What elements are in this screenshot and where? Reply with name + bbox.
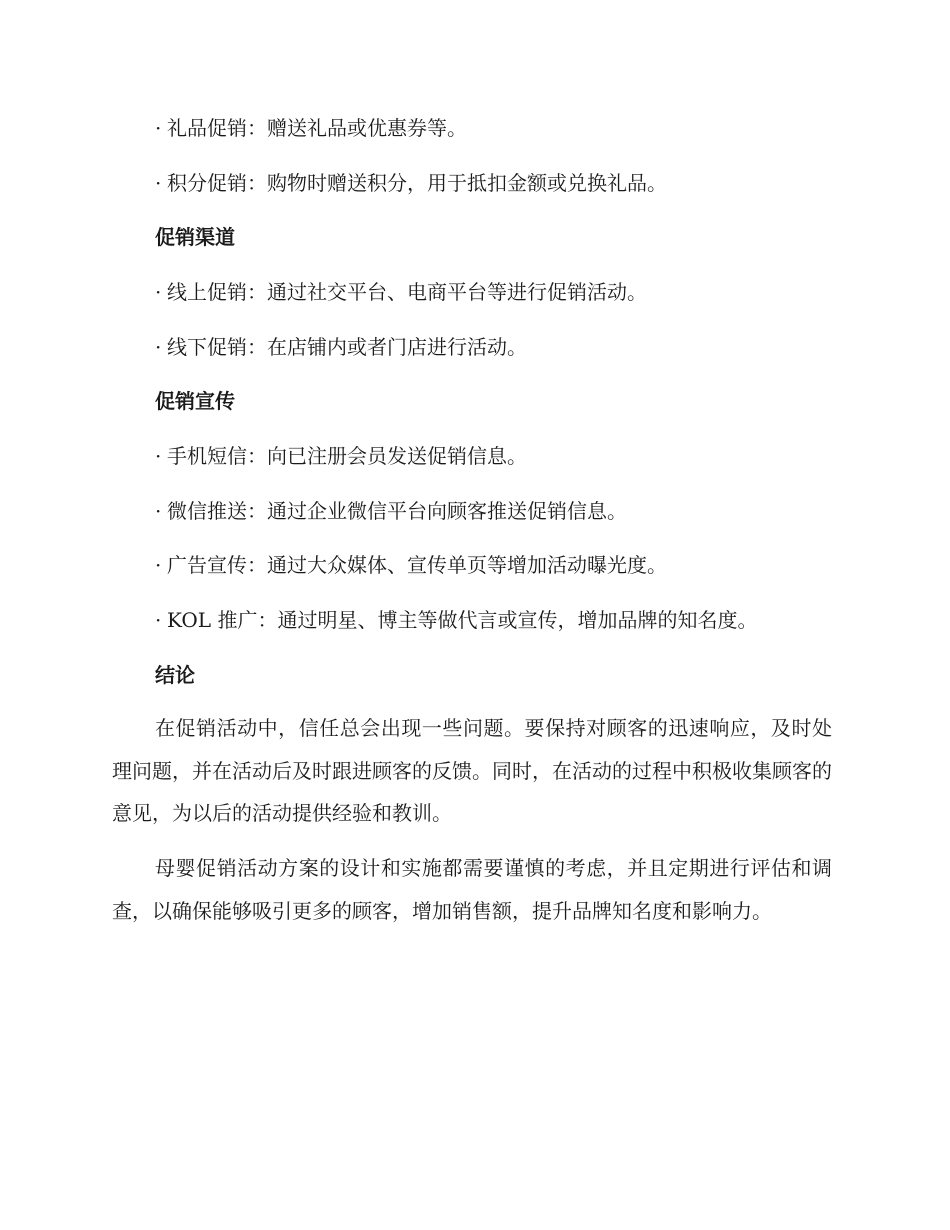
bullet-marker: · xyxy=(155,335,162,359)
bullet-item-wechat-push xyxy=(155,497,627,525)
bullet-item-advertising xyxy=(155,551,667,579)
bullet-text: 微信推送：通过企业微信平台向顾客推送促销信息。 xyxy=(167,499,627,523)
bullet-marker: · xyxy=(155,444,162,468)
bullet-marker: · xyxy=(155,499,162,523)
conclusion-paragraph: 在促销活动中，信任总会出现一些问题。要保持对顾客的迅速响应，及时处理问题，并在活动后及时跟进顾客的反馈。同时，在活动的过程中积极收集顾客的意见，为以后的活动提供经验和教训。 xyxy=(112,716,832,825)
bullet-text: 手机短信：向已注册会员发送促销信息。 xyxy=(167,444,527,468)
bullet-text: 线下促销：在店铺内或者门店进行活动。 xyxy=(167,335,527,359)
bullet-item-kol xyxy=(155,606,757,634)
bullet-text: 线上促销：通过社交平台、电商平台等进行促销活动。 xyxy=(167,280,647,304)
bullet-text: 礼品促销：赠送礼品或优惠券等。 xyxy=(167,116,467,140)
bullet-item-points-promotion xyxy=(155,169,667,197)
bullet-marker: · xyxy=(155,553,162,577)
bullet-marker: · xyxy=(155,608,162,632)
bullet-text: 积分促销：购物时赠送积分，用于抵扣金额或兑换礼品。 xyxy=(167,171,667,195)
bullet-text: 广告宣传：通过大众媒体、宣传单页等增加活动曝光度。 xyxy=(167,553,667,577)
bullet-item-online-promotion xyxy=(155,278,647,306)
bullet-item-gift-promotion xyxy=(155,114,467,142)
bullet-marker: · xyxy=(155,116,162,140)
bullet-marker: · xyxy=(155,171,162,195)
bullet-text: KOL 推广：通过明星、博主等做代言或宣传，增加品牌的知名度。 xyxy=(167,608,758,632)
section-heading-conclusion: 结论 xyxy=(155,663,195,687)
section-heading-publicity: 促销宣传 xyxy=(155,389,235,413)
summary-paragraph: 母婴促销活动方案的设计和实施都需要谨慎的考虑，并且定期进行评估和调查，以确保能够吸引更多的顾客，增加销售额，提升品牌知名度和影响力。 xyxy=(112,856,832,923)
bullet-item-offline-promotion xyxy=(155,333,527,361)
section-heading-channels: 促销渠道 xyxy=(155,225,235,249)
bullet-item-sms xyxy=(155,442,527,470)
bullet-marker: · xyxy=(155,280,162,304)
